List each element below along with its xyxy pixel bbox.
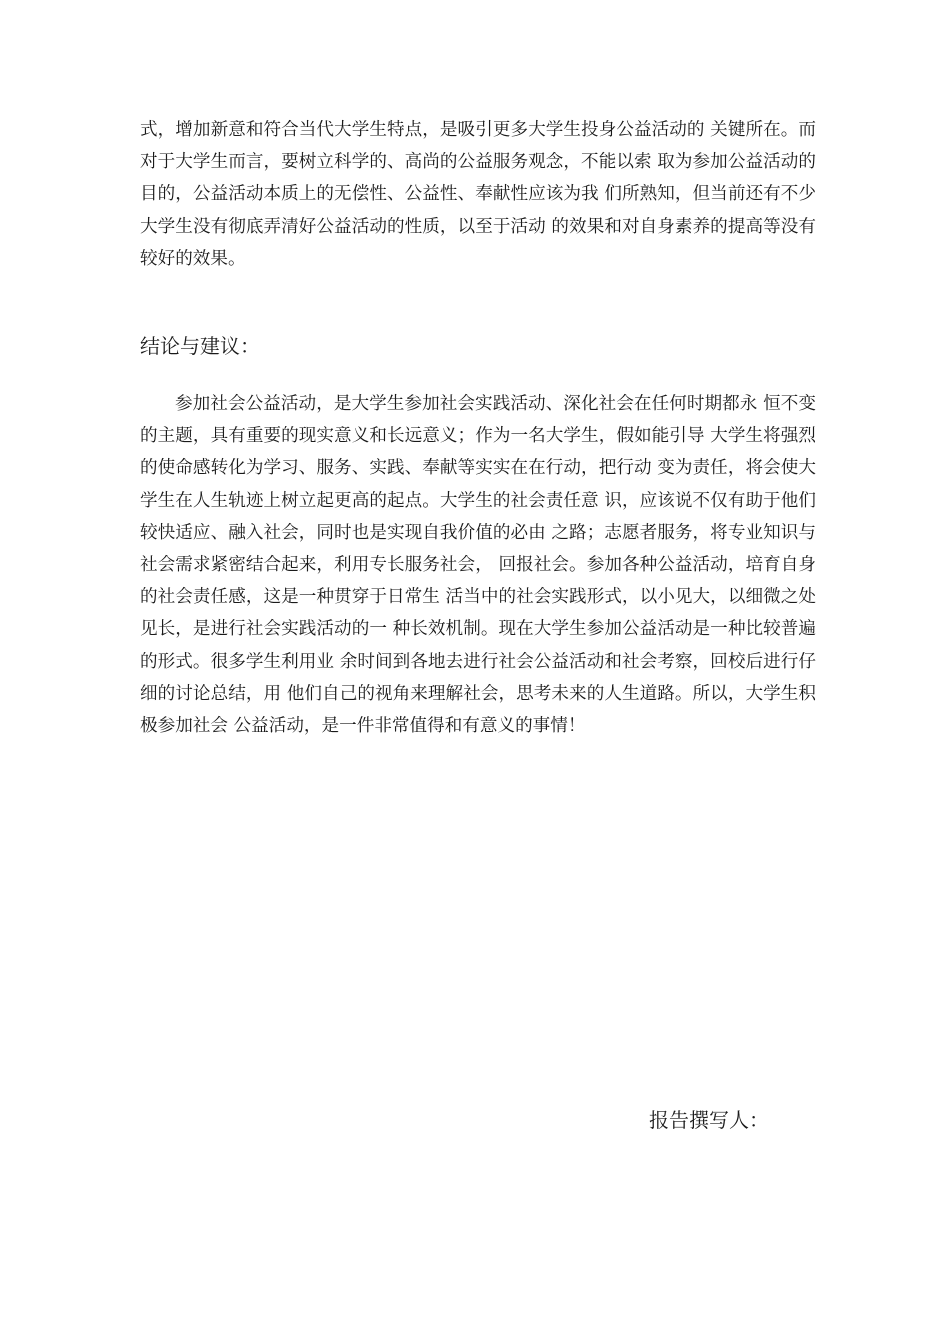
body-paragraph-continuation: 式，增加新意和符合当代大学生特点，是吸引更多大学生投身公益活动的 关键所在。而对于大学生而言，要树立科学的、高尚的公益服务观念，不能以索 取为参加公益活动的目的，公益活动本质上的无偿性、公益性、奉献性应该为我 们所熟知，但当前还有不少大学生没有彻底弄清好公益活动的性质，以至于活动 的效果和对自身素养的提高等没有较好的效果。 xyxy=(140,120,816,269)
report-author-label: 报告撰写人： xyxy=(649,1108,769,1132)
section-heading-conclusion: 结论与建议： xyxy=(140,334,260,358)
body-paragraph-conclusion: 参加社会公益活动，是大学生参加社会实践活动、深化社会在任何时期都永 恒不变的主题，具有重要的现实意义和长远意义；作为一名大学生，假如能引导 大学生将强烈的使命感转化为学习、服务、实践、奉献等实实在在行动，把行动 变为责任，将会使大学生在人生轨迹上树立起更高的起点。大学生的社会责任意 识，应该说不仅有助于他们较快适应、融入社会，同时也是实现自我价值的必由 之路；志愿者服务，将专业知识与社会需求紧密结合起来，利用专长服务社会， 回报社会。参加各种公益活动，培育自身的社会责任感，这是一种贯穿于日常生 活当中的社会实践形式，以小见大，以细微之处见长，是进行社会实践活动的一 种长效机制。现在大学生参加公益活动是一种比较普遍的形式。很多学生利用业 余时间到各地去进行社会公益活动和社会考察，回校后进行仔细的讨论总结，用 他们自己的视角来理解社会，思考未来的人生道路。所以，大学生积极参加社会 公益活动，是一件非常值得和有意义的事情！ xyxy=(140,394,816,737)
